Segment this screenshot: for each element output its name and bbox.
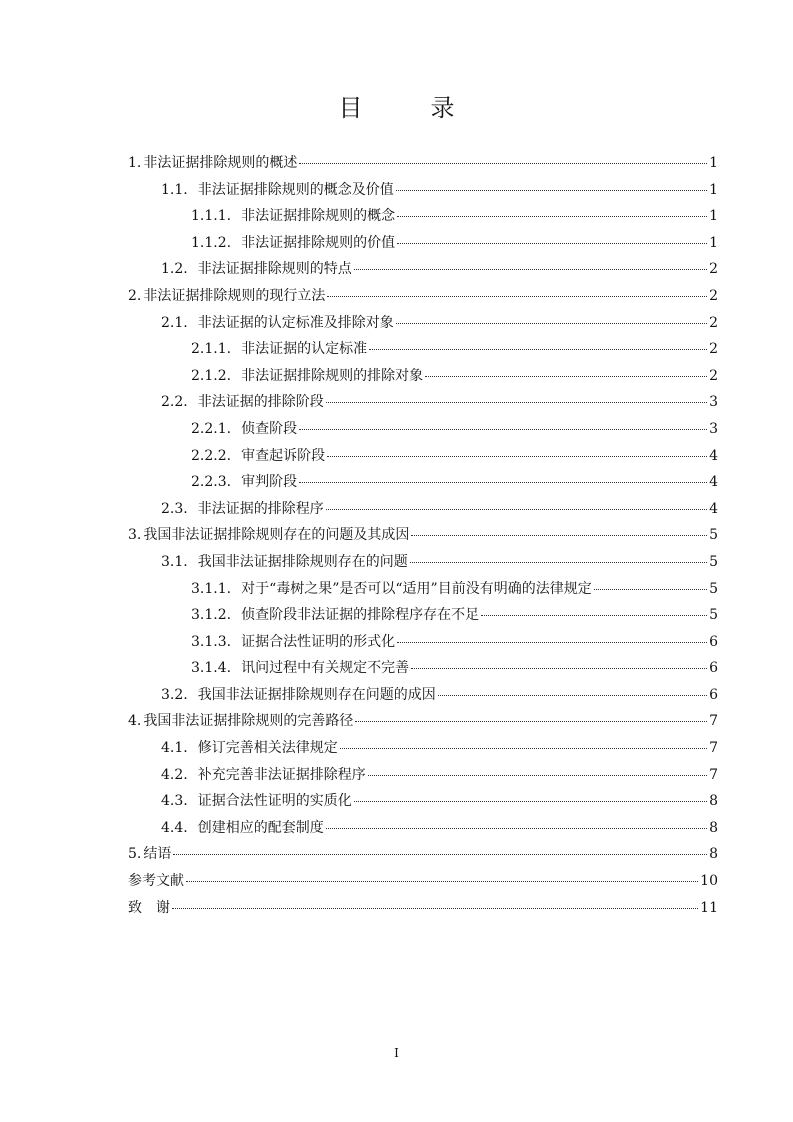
toc-entry[interactable] <box>128 788 718 815</box>
toc-entry-page: 6 <box>709 660 718 677</box>
toc-entry-title: 我国非法证据排除规则存在问题的成因 <box>197 686 436 703</box>
toc-entry-title: 非法证据排除规则的概念 <box>241 208 396 225</box>
toc-entry-number: 3.1. <box>161 553 188 570</box>
toc-entry[interactable] <box>128 895 718 922</box>
toc-entry-page: 2 <box>709 287 718 304</box>
toc-entry-page: 7 <box>709 766 718 783</box>
toc-entry-page: 8 <box>709 793 718 810</box>
toc-entry-page: 5 <box>709 527 718 544</box>
dot-leader <box>481 615 707 616</box>
toc-entry-number: 4.1. <box>161 740 188 757</box>
toc-entry-page: 8 <box>709 846 718 863</box>
toc-entry[interactable] <box>128 735 718 762</box>
toc-entry-number: 2.2.3. <box>191 474 232 491</box>
toc-entry[interactable] <box>128 868 718 895</box>
toc-entry-title: 对于“毒树之果”是否可以“适用”目前没有明确的法律规定 <box>241 580 592 597</box>
toc-entry-page: 1 <box>709 234 718 251</box>
toc-entry-number: 2.1. <box>161 314 188 331</box>
dot-leader <box>340 748 707 749</box>
table-of-contents <box>128 150 718 921</box>
toc-entry-page: 3 <box>709 420 718 437</box>
toc-entry-page: 3 <box>709 394 718 411</box>
dot-leader <box>369 349 707 350</box>
toc-entry-page: 7 <box>709 713 718 730</box>
toc-entry-page: 11 <box>700 899 718 916</box>
toc-entry[interactable] <box>128 496 718 523</box>
toc-entry-number: 5. <box>128 846 142 863</box>
toc-entry-title: 非法证据排除规则的特点 <box>197 261 352 278</box>
toc-entry-number: 1.1.2. <box>191 234 232 251</box>
toc-entry-page: 5 <box>709 580 718 597</box>
dot-leader <box>326 402 707 403</box>
toc-entry-title: 证据合法性证明的形式化 <box>241 633 396 650</box>
toc-entry[interactable] <box>128 283 718 310</box>
page-title: 目 录 <box>338 94 477 122</box>
toc-entry[interactable] <box>128 256 718 283</box>
toc-entry-title: 侦查阶段 <box>241 420 298 437</box>
toc-entry-title: 我国非法证据排除规则的完善路径 <box>143 713 354 730</box>
toc-entry-number: 4.4. <box>161 819 188 836</box>
toc-entry[interactable] <box>128 363 718 390</box>
toc-entry-page: 1 <box>709 181 718 198</box>
toc-entry[interactable] <box>128 576 718 603</box>
toc-entry-title: 非法证据排除规则的排除对象 <box>241 367 424 384</box>
toc-entry-page: 6 <box>709 686 718 703</box>
dot-leader <box>438 695 707 696</box>
toc-entry-title: 补充完善非法证据排除程序 <box>197 766 366 783</box>
toc-entry[interactable] <box>128 708 718 735</box>
toc-entry[interactable] <box>128 310 718 337</box>
toc-entry[interactable] <box>128 389 718 416</box>
toc-entry[interactable] <box>128 655 718 682</box>
toc-entry-title: 非法证据排除规则的现行立法 <box>143 287 326 304</box>
toc-entry-number: 3.1.3. <box>191 633 232 650</box>
toc-entry-number: 3. <box>128 527 142 544</box>
toc-entry-title: 修订完善相关法律规定 <box>197 740 338 757</box>
toc-entry[interactable] <box>128 762 718 789</box>
toc-entry-number: 3.1.1. <box>191 580 232 597</box>
toc-entry[interactable] <box>128 602 718 629</box>
toc-entry[interactable] <box>128 443 718 470</box>
toc-entry-title: 非法证据的认定标准 <box>241 341 368 358</box>
toc-entry-number: 2.3. <box>161 500 188 517</box>
toc-entry-number: 2.2.2. <box>191 447 232 464</box>
toc-entry[interactable] <box>128 841 718 868</box>
dot-leader <box>397 216 707 217</box>
toc-entry-title: 结语 <box>143 846 172 863</box>
toc-entry[interactable] <box>128 815 718 842</box>
toc-entry[interactable] <box>128 230 718 257</box>
dot-leader <box>411 535 707 536</box>
toc-entry[interactable] <box>128 549 718 576</box>
dot-leader <box>410 562 707 563</box>
toc-entry-title: 非法证据排除规则的价值 <box>241 234 396 251</box>
toc-entry-page: 4 <box>709 500 718 517</box>
dot-leader <box>396 190 707 191</box>
toc-entry-number: 1.1.1. <box>191 208 232 225</box>
toc-entry-number: 2.2. <box>161 394 188 411</box>
dot-leader <box>299 429 707 430</box>
toc-entry[interactable] <box>128 177 718 204</box>
toc-entry-number: 4.2. <box>161 766 188 783</box>
toc-entry-page: 2 <box>709 341 718 358</box>
toc-entry-page: 1 <box>709 155 718 171</box>
toc-entry-title: 创建相应的配套制度 <box>197 819 324 836</box>
toc-entry-page: 8 <box>709 819 718 836</box>
toc-entry-number: 3.1.2. <box>191 607 232 624</box>
toc-entry[interactable] <box>128 336 718 363</box>
dot-leader <box>594 589 707 590</box>
dot-leader <box>354 269 707 270</box>
dot-leader <box>368 775 707 776</box>
dot-leader <box>425 376 707 377</box>
toc-entry-title: 致 谢 <box>128 899 170 916</box>
toc-entry-number: 4. <box>128 713 142 730</box>
toc-entry-page: 2 <box>709 261 718 278</box>
toc-entry-page: 4 <box>709 474 718 491</box>
toc-entry-number: 3.1.4. <box>191 660 232 677</box>
toc-entry-title: 非法证据排除规则的概述 <box>143 155 298 171</box>
toc-entry-title: 参考文献 <box>128 873 184 890</box>
dot-leader <box>299 482 707 483</box>
toc-entry-number: 2. <box>128 287 142 304</box>
toc-entry-title: 讯问过程中有关规定不完善 <box>241 660 410 677</box>
dot-leader <box>397 642 707 643</box>
toc-entry-title: 非法证据的排除程序 <box>197 500 324 517</box>
toc-entry-number: 2.1.2. <box>191 367 232 384</box>
dot-leader <box>299 163 707 164</box>
toc-entry-page: 5 <box>709 607 718 624</box>
toc-entry[interactable] <box>128 629 718 656</box>
dot-leader <box>397 243 707 244</box>
toc-entry[interactable] <box>128 416 718 443</box>
toc-entry-page: 6 <box>709 633 718 650</box>
toc-entry[interactable] <box>128 150 718 177</box>
toc-entry-page: 10 <box>700 873 718 890</box>
toc-entry-number: 3.2. <box>161 686 188 703</box>
toc-entry-page: 5 <box>709 553 718 570</box>
toc-entry-title: 我国非法证据排除规则存在的问题 <box>197 553 408 570</box>
dot-leader <box>396 323 707 324</box>
toc-entry-title: 侦查阶段非法证据的排除程序存在不足 <box>241 607 480 624</box>
dot-leader <box>327 296 707 297</box>
toc-entry[interactable] <box>128 203 718 230</box>
toc-entry-title: 非法证据的认定标准及排除对象 <box>197 314 394 331</box>
dot-leader <box>411 668 707 669</box>
toc-entry-number: 4.3. <box>161 793 188 810</box>
toc-entry-number: 1. <box>128 155 142 171</box>
toc-entry-number: 1.2. <box>161 261 188 278</box>
dot-leader <box>354 801 707 802</box>
dot-leader <box>326 509 707 510</box>
toc-entry-page: 2 <box>709 367 718 384</box>
toc-entry[interactable] <box>128 469 718 496</box>
toc-entry-title: 非法证据排除规则的概念及价值 <box>197 181 394 198</box>
dot-leader <box>173 854 707 855</box>
toc-entry[interactable] <box>128 522 718 549</box>
dot-leader <box>326 828 707 829</box>
toc-entry-title: 非法证据的排除阶段 <box>197 394 324 411</box>
toc-entry-title: 审查起诉阶段 <box>241 447 326 464</box>
toc-entry-page: 4 <box>709 447 718 464</box>
dot-leader <box>172 908 698 909</box>
toc-entry-number: 2.2.1. <box>191 420 232 437</box>
toc-entry-number: 2.1.1. <box>191 341 232 358</box>
toc-entry-number: 1.1. <box>161 181 188 198</box>
toc-entry-page: 2 <box>709 314 718 331</box>
toc-entry-title: 审判阶段 <box>241 474 298 491</box>
toc-entry[interactable] <box>128 682 718 709</box>
dot-leader <box>186 881 698 882</box>
toc-entry-title: 证据合法性证明的实质化 <box>197 793 352 810</box>
toc-entry-page: 1 <box>709 208 718 225</box>
toc-entry-title: 我国非法证据排除规则存在的问题及其成因 <box>143 527 410 544</box>
page-number: I <box>394 1046 399 1060</box>
dot-leader <box>327 456 707 457</box>
dot-leader <box>355 721 707 722</box>
toc-entry-page: 7 <box>709 740 718 757</box>
